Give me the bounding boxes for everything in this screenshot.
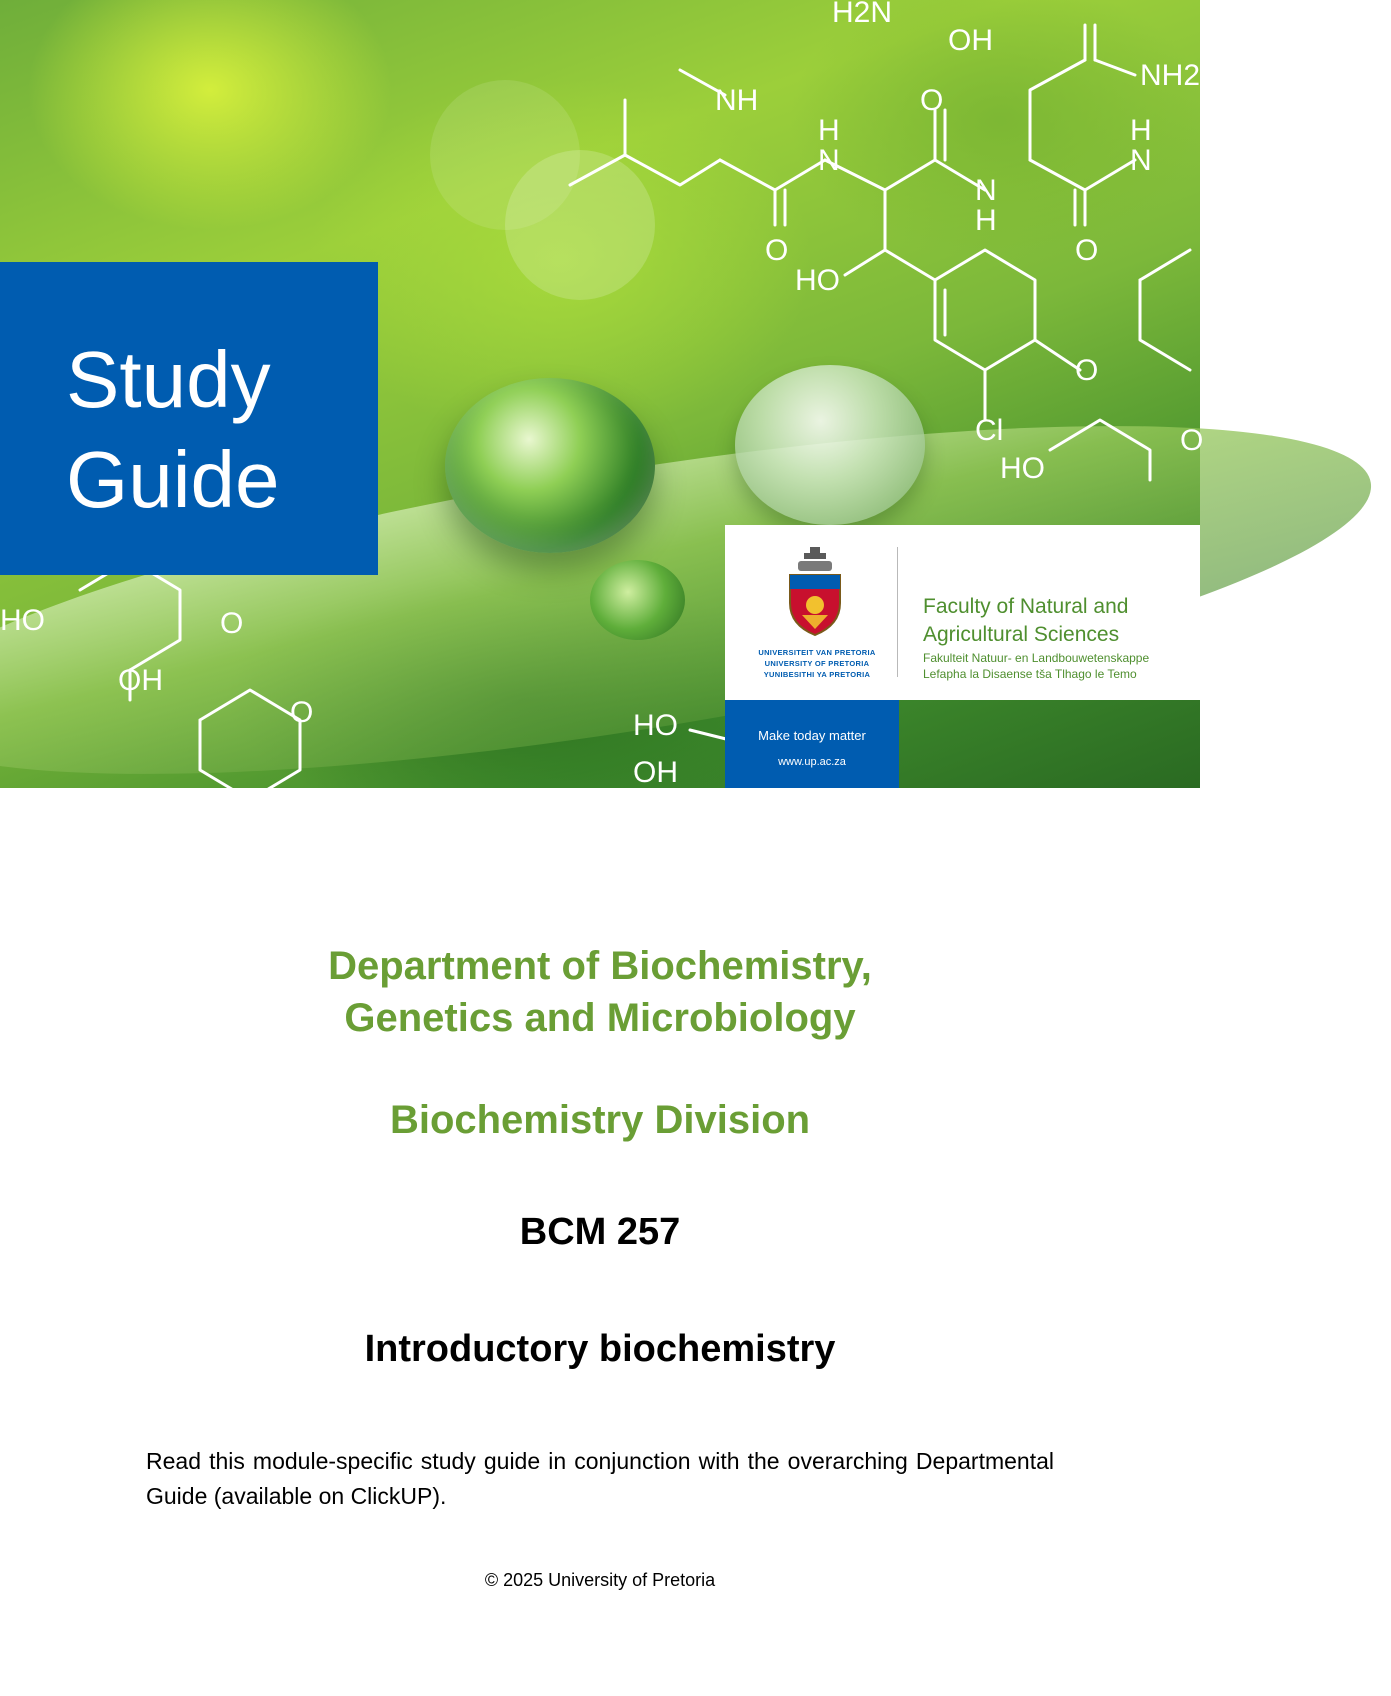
department-heading bbox=[0, 940, 1200, 1044]
module-name: Introductory biochemistry bbox=[364, 1328, 836, 1370]
faculty-name-line1: Faculty of Natural and bbox=[923, 595, 1129, 618]
chem-label: HO bbox=[1000, 452, 1045, 485]
chem-label: N bbox=[1130, 144, 1152, 177]
cover-banner bbox=[0, 0, 1204, 789]
chem-label: O bbox=[1075, 234, 1099, 267]
chem-label: OH bbox=[633, 756, 678, 789]
chem-label: O bbox=[765, 234, 789, 267]
study-guide-badge bbox=[0, 262, 378, 575]
university-name-sepedi: YUNIBESITHI YA PRETORIA bbox=[763, 670, 871, 679]
chem-label: H bbox=[975, 204, 997, 237]
chem-label: OH bbox=[948, 24, 993, 57]
chem-label: HO bbox=[0, 604, 45, 637]
faculty-name-line2: Agricultural Sciences bbox=[923, 623, 1120, 646]
chem-label: N bbox=[975, 174, 997, 207]
chem-label: H bbox=[1130, 114, 1152, 147]
university-name-afrikaans: UNIVERSITEIT VAN PRETORIA bbox=[758, 648, 876, 657]
department-line1: Department of Biochemistry, bbox=[328, 944, 872, 988]
chem-label: HO bbox=[633, 709, 678, 742]
chem-label: O bbox=[220, 607, 244, 640]
division-heading: Biochemistry Division bbox=[389, 1098, 811, 1142]
study-guide-title bbox=[66, 330, 279, 530]
chem-label: OH bbox=[118, 664, 163, 697]
chem-label: H bbox=[818, 114, 840, 147]
chem-label: NH bbox=[715, 84, 759, 117]
faculty-name bbox=[923, 593, 1193, 649]
slogan-box bbox=[725, 700, 899, 788]
faculty-name-translations bbox=[923, 650, 1193, 682]
chem-label: NH2 bbox=[1140, 59, 1201, 92]
module-code: BCM 257 bbox=[519, 1211, 681, 1253]
plate-divider bbox=[897, 547, 898, 677]
faculty-plate bbox=[725, 525, 1200, 700]
website-link[interactable]: www.up.ac.za bbox=[778, 756, 846, 768]
university-names bbox=[747, 647, 887, 680]
faculty-name-afrikaans: Fakulteit Natuur- en Landbouwetenskappe bbox=[923, 651, 1150, 665]
study-title-line1: Study bbox=[66, 335, 271, 424]
university-name-english: UNIVERSITY OF PRETORIA bbox=[764, 659, 870, 668]
university-crest-icon bbox=[780, 545, 850, 640]
chem-label: H2N bbox=[832, 0, 893, 29]
slogan-text: Make today matter bbox=[758, 728, 866, 743]
chem-label: Cl bbox=[975, 414, 1004, 447]
copyright-notice: © 2025 University of Pretoria bbox=[484, 1570, 716, 1590]
chem-label: HO bbox=[795, 264, 840, 297]
faculty-name-sepedi: Lefapha la Disaense tša Tlhago le Temo bbox=[923, 667, 1137, 681]
department-line2: Genetics and Microbiology bbox=[344, 996, 856, 1040]
chem-label: O bbox=[1075, 354, 1099, 387]
instructions-text: Read this module-specific study guide in conjunction with the overarching Departmental Guide (available on ClickUP). bbox=[146, 1448, 1054, 1509]
chem-label: O bbox=[920, 84, 944, 117]
study-title-line2: Guide bbox=[66, 435, 280, 524]
chem-label: N bbox=[818, 144, 840, 177]
chem-label: O bbox=[1180, 424, 1204, 457]
chem-label: O bbox=[290, 696, 314, 729]
